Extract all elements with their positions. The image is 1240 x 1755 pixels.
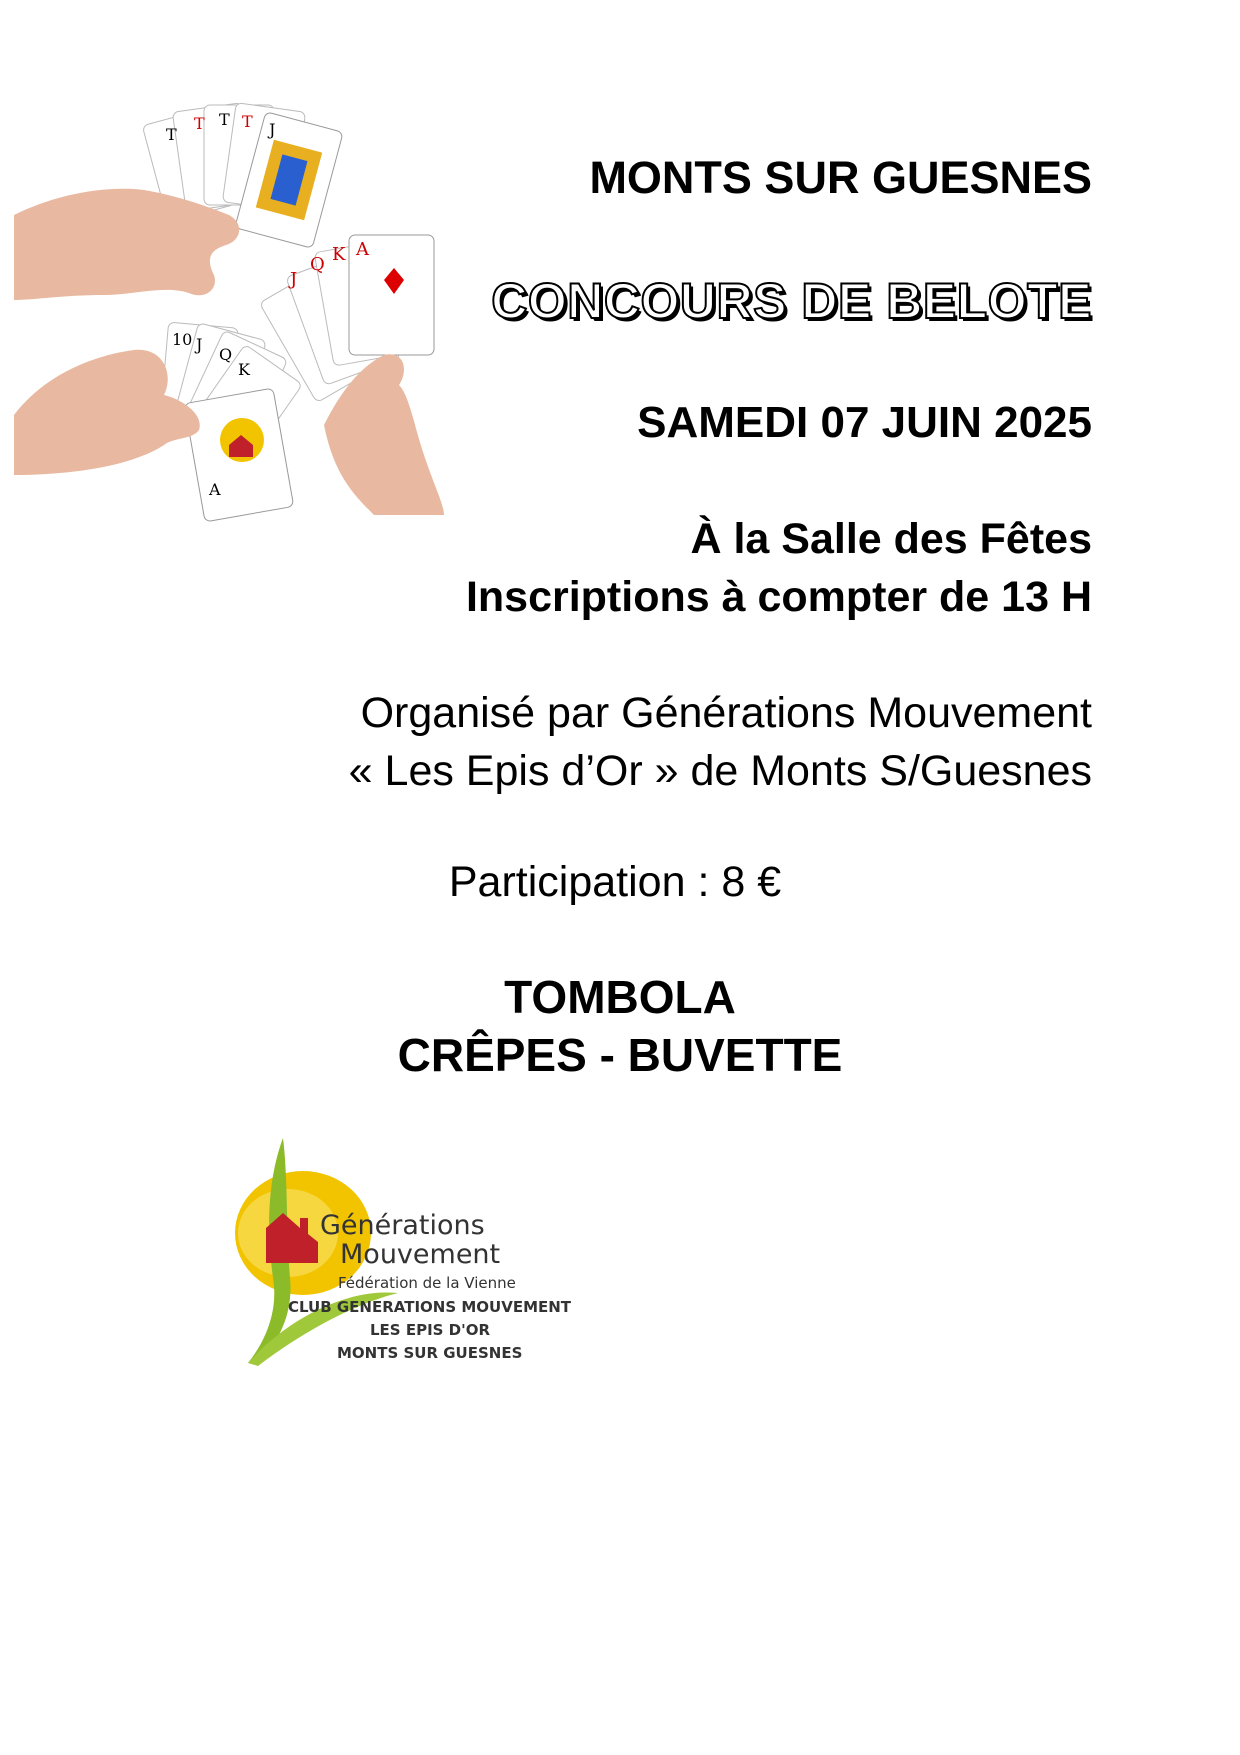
generations-mouvement-logo bbox=[228, 1138, 658, 1408]
logo-club-town: MONTS SUR GUESNES bbox=[337, 1344, 523, 1362]
svg-text:J: J bbox=[290, 269, 298, 290]
participation-fee bbox=[0, 858, 1240, 907]
event-title: CONCOURS DE BELOTE bbox=[491, 273, 1092, 329]
logo-federation: Fédération de la Vienne bbox=[338, 1274, 516, 1292]
logo-club: CLUB GENERATIONS MOUVEMENT bbox=[288, 1298, 572, 1316]
venue-block bbox=[466, 510, 1092, 626]
organizer-block bbox=[349, 684, 1092, 800]
svg-text:T: T bbox=[219, 110, 230, 129]
organizer-line-2: « Les Epis d’Or » de Monts S/Guesnes bbox=[348, 747, 1092, 795]
logo-name-line-2: Mouvement bbox=[340, 1239, 501, 1270]
organizer-line-1: Organisé par Générations Mouvement bbox=[360, 689, 1092, 737]
extras-block bbox=[0, 968, 1240, 1084]
registration-text: Inscriptions à compter de 13 H bbox=[465, 573, 1092, 621]
tombola-text: TOMBOLA bbox=[504, 971, 736, 1023]
svg-text:Q: Q bbox=[219, 345, 233, 364]
crepes-buvette-text: CRÊPES - BUVETTE bbox=[397, 1029, 843, 1081]
venue-text: À la Salle des Fêtes bbox=[690, 515, 1092, 563]
svg-text:T: T bbox=[242, 112, 253, 131]
svg-text:A: A bbox=[209, 480, 221, 499]
town-heading: MONTS SUR GUESNES bbox=[589, 152, 1092, 203]
svg-text:K: K bbox=[332, 244, 346, 265]
logo-name-line-1: Générations bbox=[320, 1210, 485, 1241]
svg-text:K: K bbox=[238, 360, 250, 379]
playing-cards-hands-illustration bbox=[14, 95, 514, 575]
svg-text:T: T bbox=[194, 114, 205, 133]
svg-text:10: 10 bbox=[172, 330, 193, 349]
event-date: SAMEDI 07 JUIN 2025 bbox=[637, 398, 1092, 447]
svg-text:A: A bbox=[356, 239, 369, 260]
logo-club-name: LES EPIS D'OR bbox=[370, 1321, 491, 1339]
svg-text:J: J bbox=[196, 335, 203, 354]
svg-text:Q: Q bbox=[310, 254, 325, 275]
svg-text:T: T bbox=[166, 125, 177, 144]
participation-text: Participation : 8 € bbox=[448, 858, 782, 906]
svg-text:J: J bbox=[269, 120, 276, 139]
